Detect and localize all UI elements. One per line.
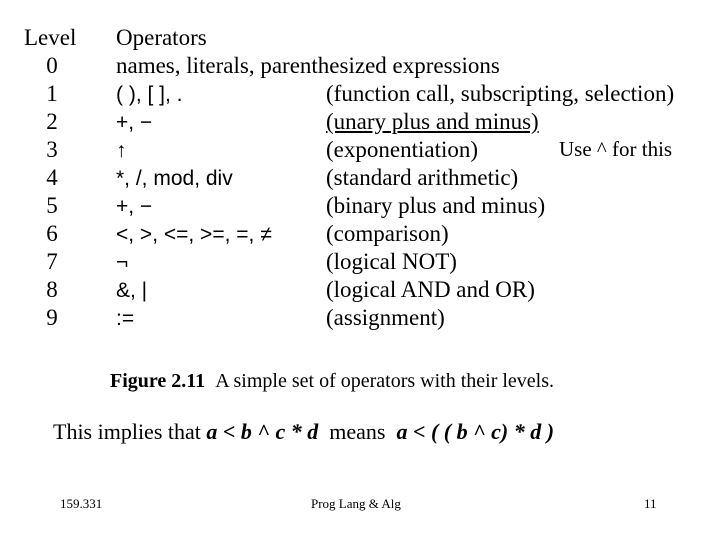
exponent-note: Use ^ for this <box>559 137 673 161</box>
level-number: 6 <box>46 221 58 246</box>
figure-caption <box>110 370 554 393</box>
level-number: 4 <box>46 165 58 190</box>
footer-course-code: 159.331 <box>60 496 103 511</box>
level-number: 7 <box>46 249 58 274</box>
figure-label: Figure 2.11 <box>110 370 206 392</box>
level-number: 5 <box>46 193 58 218</box>
operators-cell: ( ), [ ], . <box>116 83 183 106</box>
implication-prefix: This implies that <box>53 419 201 444</box>
figure-caption-text: A simple set of operators with their levels. <box>215 370 555 392</box>
operators-cell: := <box>116 307 135 330</box>
level-column-header: Level <box>24 25 77 50</box>
operator-description: (assignment) <box>326 305 445 330</box>
operators-cell: &, | <box>116 279 148 302</box>
operators-cell: *, /, mod, div <box>116 167 233 190</box>
operator-description: (logical NOT) <box>326 249 457 274</box>
level-number: 8 <box>46 277 58 302</box>
level-number: 9 <box>46 305 58 330</box>
operator-description: (binary plus and minus) <box>326 193 546 218</box>
operator-description: (standard arithmetic) <box>326 165 519 190</box>
footer-title: Prog Lang & Alg <box>311 496 401 511</box>
level-number: 3 <box>46 137 58 162</box>
implication-line <box>53 419 554 445</box>
operators-cell: +, − <box>116 195 153 218</box>
level-number: 2 <box>46 109 58 134</box>
level-number: 1 <box>46 81 58 106</box>
operator-description: (function call, subscripting, selection) <box>326 81 675 106</box>
operator-description: (comparison) <box>326 221 449 246</box>
operator-description: (unary plus and minus) <box>326 109 539 134</box>
implication-means: means <box>329 419 386 444</box>
expression-parenthesized: a < ( ( b ^ c) * d ) <box>396 419 555 444</box>
operator-description: (logical AND and OR) <box>326 277 535 302</box>
operators-cell: +, − <box>116 111 153 134</box>
operator-description: (exponentiation) <box>326 137 479 162</box>
operators-cell: ↑ <box>116 139 127 162</box>
operators-cell: <, >, <=, >=, =, ≠ <box>116 223 272 246</box>
operators-cell: names, literals, parenthesized expressions <box>116 53 500 78</box>
expression-original: a < b ^ c * d <box>206 419 319 444</box>
level-number: 0 <box>46 53 58 78</box>
operators-cell: ¬ <box>116 251 129 274</box>
operators-column-header: Operators <box>116 25 207 50</box>
footer-page-number: 11 <box>644 496 657 511</box>
